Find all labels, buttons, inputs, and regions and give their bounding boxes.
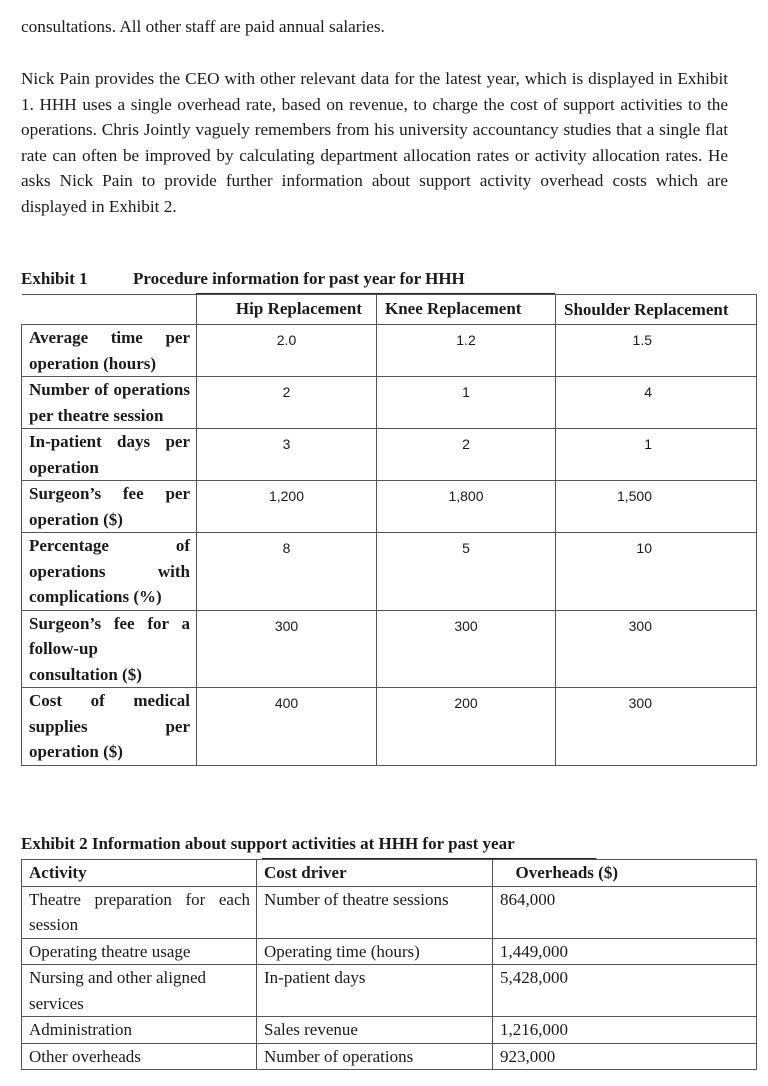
cell-activity: Theatre preparation for each session [22, 886, 257, 938]
exhibit2-title: Exhibit 2 Information about support activities at HHH for past year [21, 834, 515, 853]
exhibit2-table [21, 859, 757, 1070]
cell-driver: Number of operations [257, 1043, 493, 1070]
cell-overheads: 5,428,000 [493, 965, 757, 1017]
table-row [22, 1017, 757, 1044]
cell-shoulder: 4 [556, 377, 757, 429]
cell-driver: Operating time (hours) [257, 938, 493, 965]
table-row [22, 610, 757, 688]
paragraph-body: Nick Pain provides the CEO with other relevant data for the latest year, which is displayed in Exhibit 1. HHH uses a single overhead rate, based on revenue, to charge the cost of support activities to the operations. Chris Jointly vaguely remembers from his university accountancy studies that a single flat rate can often be improved by calculating department allocation rates or activity allocation rates. He asks Nick Pain to provide further information about support activity overhead costs which are displayed in Exhibit 2. [21, 69, 728, 216]
header-cost-driver: Cost driver [257, 860, 493, 887]
row-label: In-patient days per operation [22, 429, 197, 481]
cell-overheads: 923,000 [493, 1043, 757, 1070]
cell-shoulder: 1.5 [556, 325, 757, 377]
table-row [22, 938, 757, 965]
cell-shoulder: 10 [556, 533, 757, 611]
cell-knee: 1,800 [377, 481, 556, 533]
cell-knee: 5 [377, 533, 556, 611]
cell-shoulder: 300 [556, 688, 757, 766]
cell-hip: 8 [197, 533, 377, 611]
table-row [22, 533, 757, 611]
cell-knee: 1.2 [377, 325, 556, 377]
cell-hip: 1,200 [197, 481, 377, 533]
cell-driver: Number of theatre sessions [257, 886, 493, 938]
table-row [22, 429, 757, 481]
exhibit2-header-row [22, 860, 757, 887]
cell-shoulder: 300 [556, 610, 757, 688]
cell-shoulder: 1 [556, 429, 757, 481]
exhibit1-header-shoulder: Shoulder Replacement [556, 295, 757, 325]
cell-hip: 400 [197, 688, 377, 766]
exhibit1-header-hip: Hip Replacement [197, 295, 377, 325]
exhibit1-header-knee: Knee Replacement [377, 295, 556, 325]
row-label: Cost of medical supplies per operation ($) [22, 688, 197, 766]
cell-activity: Nursing and other aligned services [22, 965, 257, 1017]
cell-hip: 2.0 [197, 325, 377, 377]
paragraph-intro: consultations. All other staff are paid annual salaries. [21, 17, 385, 36]
table-row [22, 688, 757, 766]
row-label: Surgeon’s fee per operation ($) [22, 481, 197, 533]
cell-overheads: 864,000 [493, 886, 757, 938]
exhibit1-table [21, 294, 757, 766]
exhibit1-header-row [22, 295, 757, 325]
cell-knee: 1 [377, 377, 556, 429]
table-row [22, 886, 757, 938]
exhibit1-header-blank [22, 295, 197, 325]
cell-shoulder: 1,500 [556, 481, 757, 533]
table-row [22, 481, 757, 533]
cell-hip: 3 [197, 429, 377, 481]
table-row [22, 1043, 757, 1070]
cell-activity: Administration [22, 1017, 257, 1044]
table-row [22, 377, 757, 429]
row-label: Percentage of operations with complications (%) [22, 533, 197, 611]
header-activity: Activity [22, 860, 257, 887]
row-label: Number of operations per theatre session [22, 377, 197, 429]
row-label: Surgeon’s fee for a follow-up consultation ($) [22, 610, 197, 688]
row-label: Average time per operation (hours) [22, 325, 197, 377]
cell-driver: Sales revenue [257, 1017, 493, 1044]
cell-overheads: 1,449,000 [493, 938, 757, 965]
table-row [22, 965, 757, 1017]
cell-hip: 2 [197, 377, 377, 429]
cell-overheads: 1,216,000 [493, 1017, 757, 1044]
cell-knee: 2 [377, 429, 556, 481]
cell-knee: 200 [377, 688, 556, 766]
cell-activity: Operating theatre usage [22, 938, 257, 965]
cell-hip: 300 [197, 610, 377, 688]
cell-knee: 300 [377, 610, 556, 688]
table-row [22, 325, 757, 377]
header-overheads: Overheads ($) [493, 860, 757, 887]
exhibit1-label: Exhibit 1 [21, 269, 88, 288]
cell-driver: In-patient days [257, 965, 493, 1017]
cell-activity: Other overheads [22, 1043, 257, 1070]
exhibit1-title: Procedure information for past year for HHH [133, 269, 465, 288]
